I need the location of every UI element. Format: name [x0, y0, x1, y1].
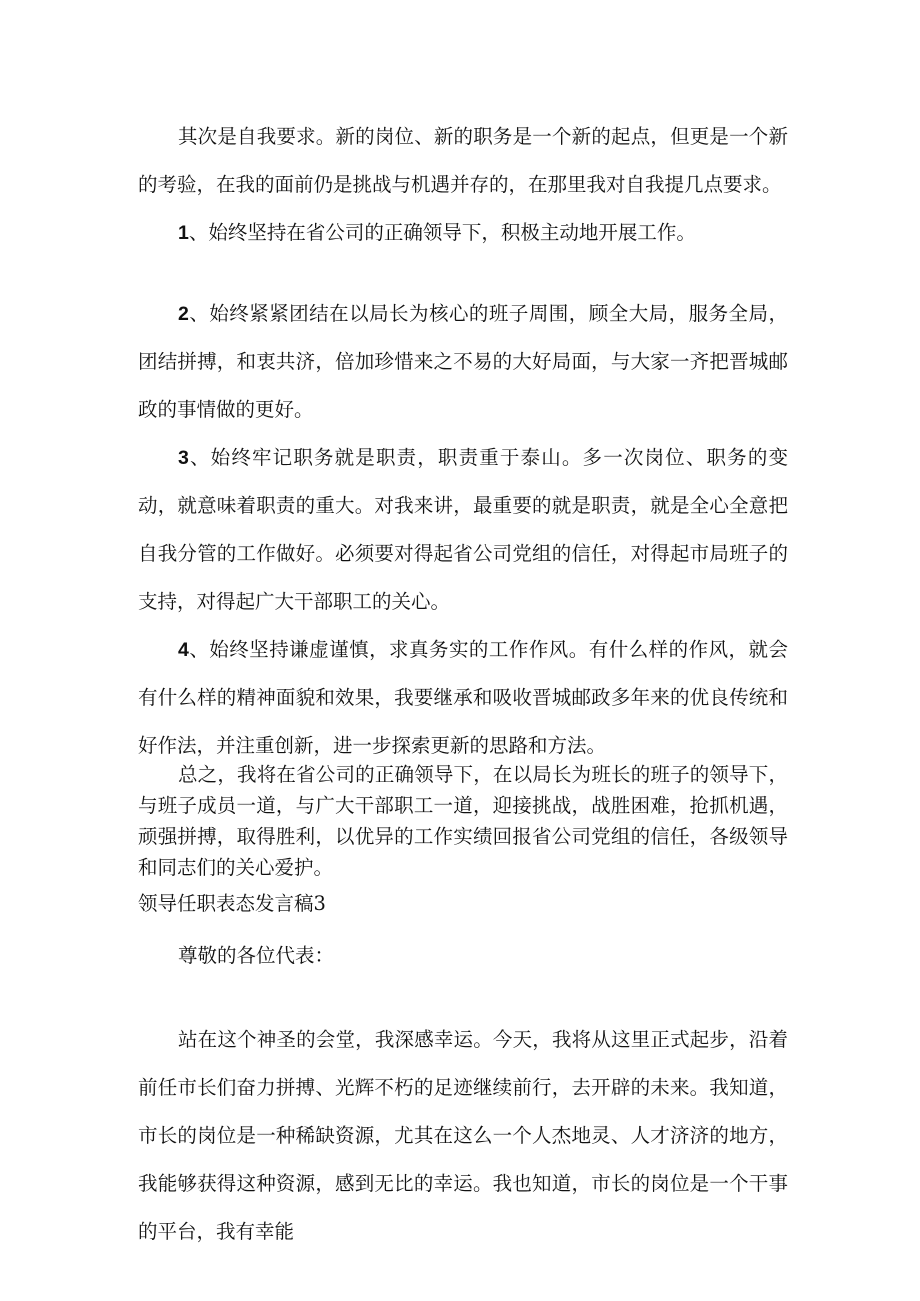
- salutation: 尊敬的各位代表：: [178, 944, 335, 967]
- list-item-number: 2: [178, 303, 189, 325]
- list-item-text: 、始终紧紧团结在以局长为核心的班子周围，顾全大局，服务全局，团结拼搏，和衷共济，倍加珍惜来之不易的大好局面，与大家一齐把晋城邮政的事情做的更好。: [138, 302, 788, 421]
- list-item-1: [138, 209, 788, 257]
- list-item-number: 4: [178, 639, 189, 661]
- list-item-2: [138, 290, 788, 434]
- list-item-3: [138, 434, 788, 626]
- list-item-4: [138, 626, 788, 770]
- paragraph-self-requirements: 其次是自我要求。新的岗位、新的职务是一个新的起点，但更是一个新的考验，在我的面前仍是挑战与机遇并存的，在那里我对自我提几点要求。: [138, 125, 788, 196]
- list-item-text: 、始终牢记职务就是职责，职责重于泰山。多一次岗位、职务的变动，就意味着职责的重大。对我来讲，最重要的就是职责，就是全心全意把自我分管的工作做好。必须要对得起省公司党组的信任，对得起市局班子的支持，对得起广大干部职工的关心。: [138, 446, 788, 613]
- list-item-number: 3: [178, 447, 189, 469]
- paragraph-conclusion: 总之，我将在省公司的正确领导下，在以局长为班长的班子的领导下，与班子成员一道，与广大干部职工一道，迎接挑战，战胜困难，抢抓机遇，顽强拼搏，取得胜利，以优异的工作实绩回报省公司党组的信任，各级领导和同志们的关心爱护。: [138, 763, 788, 879]
- section-title: 领导任职表态发言稿3: [138, 892, 326, 915]
- list-item-text: 、始终坚持谦虚谨慎，求真务实的工作作风。有什么样的作风，就会有什么样的精神面貌和效果，我要继承和吸收晋城邮政多年来的优良传统和好作法，并注重创新，进一步探索更新的思路和方法。: [138, 638, 788, 757]
- list-item-number: 1: [178, 222, 189, 244]
- list-item-text: 、始终坚持在省公司的正确领导下，积极主动地开展工作。: [188, 221, 696, 244]
- paragraph-speech-opening: 站在这个神圣的会堂，我深感幸运。今天，我将从这里正式起步，沿着前任市长们奋力拼搏、光辉不朽的足迹继续前行，去开辟的未来。我知道，市长的岗位是一种稀缺资源，尤其在这么一个人杰地灵、人才济济的地方，我能够获得这种资源，感到无比的幸运。我也知道，市长的岗位是一个干事的平台，我有幸能: [138, 1028, 788, 1243]
